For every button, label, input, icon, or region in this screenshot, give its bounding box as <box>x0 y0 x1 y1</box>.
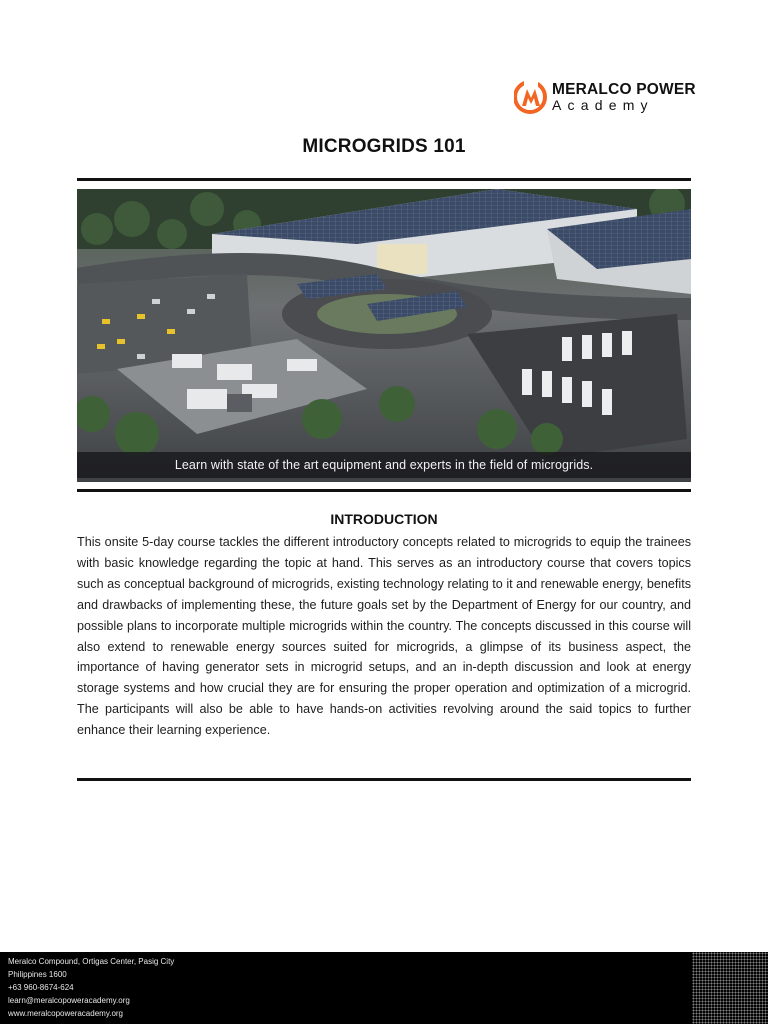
footer <box>0 952 768 1024</box>
divider-middle <box>77 489 691 492</box>
brand-name-line2: Academy <box>552 97 654 113</box>
introduction-body: This onsite 5-day course tackles the different introductory concepts related to microgrids to equip the trainees with basic knowledge regarding the topic at hand. This serves as an introductory course that covers topics such as conceptual background of microgrids, existing technology relating to it and renewable energy, benefits and drawbacks of implementing these, the future goals set by the Department of Energy for our country, and possible plans to incorporate multiple microgrids within the country. The concepts discussed in this course will also extend to renewable energy sources suited for microgrids, a glimpse of its business aspect, the importance of having generator sets in microgrid setups, and an in-depth discussion and look at energy storage systems and how crucial they are for ensuring the proper operation and optimization of a microgrid. The participants will also be able to have hands-on activities revolving around the said topics to further enhance their learning experience. <box>77 535 691 738</box>
hero-caption: Learn with state of the art equipment and experts in the field of microgrids. <box>77 452 691 478</box>
footer-contact <box>8 956 174 1021</box>
footer-dot-pattern <box>692 952 768 1024</box>
divider-bottom <box>77 778 691 781</box>
logo-mark-icon <box>514 80 548 114</box>
page-title: MICROGRIDS 101 <box>302 136 466 157</box>
footer-phone[interactable]: +63 960-8674-624 <box>8 982 74 992</box>
aerial-microgrid-facility-image <box>77 189 691 482</box>
brand-logo <box>514 80 696 116</box>
footer-email[interactable]: learn@meralcopoweracademy.org <box>8 995 130 1005</box>
footer-website[interactable]: www.meralcopoweracademy.org <box>8 1008 124 1018</box>
divider-top <box>77 178 691 181</box>
brand-name-line1: MERALCO POWER <box>552 81 696 98</box>
introduction-heading: INTRODUCTION <box>330 511 438 527</box>
footer-country: Philippines 1600 <box>8 969 67 979</box>
footer-address: Meralco Compound, Ortigas Center, Pasig City <box>8 957 175 966</box>
hero-image <box>77 189 691 482</box>
